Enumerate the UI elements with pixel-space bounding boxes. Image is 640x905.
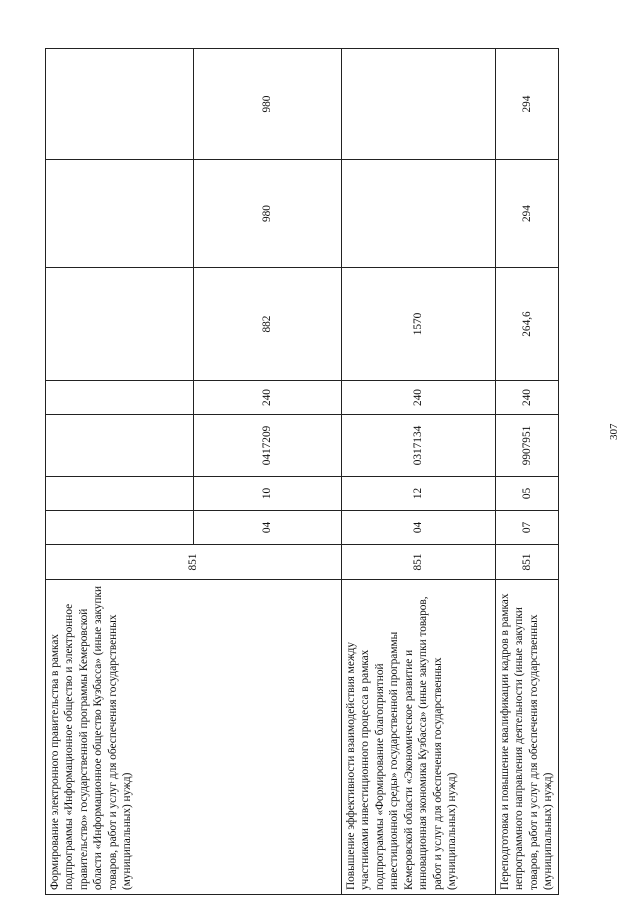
row-2-subsection: 12 [342,477,496,511]
row-1-amount1-top [46,268,194,381]
row-1-code: 851 [46,545,342,580]
row-1-expense-top [46,381,194,415]
row-3-description: Переподготовка и повышение квалификации кадров в рамках непрограммного направления деятельности (иные закупки товаров, работ и услуг для обеспечения государственных (муниципальных) нужд) [496,580,559,895]
row-1-target: 0417209 [194,415,342,477]
row-1-expense-type: 240 [194,381,342,415]
rotated-table-wrapper [45,49,555,895]
row-1-amount1: 882 [194,268,342,381]
table-row [496,49,559,895]
page-number: 307 [608,423,620,440]
row-1-amount2: 980 [194,160,342,268]
table-row [342,49,496,895]
table-row [46,49,194,895]
row-2-target: 0317134 [342,415,496,477]
row-2-code: 851 [342,545,496,580]
row-1-amount3-top [46,49,194,160]
row-3-code: 851 [496,545,559,580]
row-2-amount2 [342,160,496,268]
budget-table [45,48,559,895]
row-2-amount1: 1570 [342,268,496,381]
row-2-amount3 [342,49,496,160]
row-3-expense-type: 240 [496,381,559,415]
row-3-amount1: 264,6 [496,268,559,381]
row-2-description: Повышение эффективности взаимодействия между участниками инвестиционного процесса в рамках подпрограммы «Формирование благоприятной инвестиционной среды» государственной программы Кемеровской области «Экономическое развитие и инновационная экономика Кузбасса» (иные закупки товаров, работ и услуг для обеспечения государственных (муниципальных) нужд) [342,580,496,895]
row-3-section: 07 [496,511,559,545]
row-3-subsection: 05 [496,477,559,511]
row-1-description: Формирование электронного правительства в рамках подпрограммы «Информационное общество и электронное правительство» государственной программы Кемеровской области «Информационное общество Кузбасса» (иные закупки товаров, работ и услуг для обеспечения государственных (муниципальных) нужд) [46,580,342,895]
row-1-section-top [46,511,194,545]
row-1-amount3: 980 [194,49,342,160]
row-1-section: 04 [194,511,342,545]
row-3-target: 9907951 [496,415,559,477]
row-3-amount2: 294 [496,160,559,268]
row-3-amount3: 294 [496,49,559,160]
row-2-expense-type: 240 [342,381,496,415]
row-1-subsection-top [46,477,194,511]
row-1-target-top [46,415,194,477]
row-2-section: 04 [342,511,496,545]
row-1-subsection: 10 [194,477,342,511]
row-1-amount2-top [46,160,194,268]
